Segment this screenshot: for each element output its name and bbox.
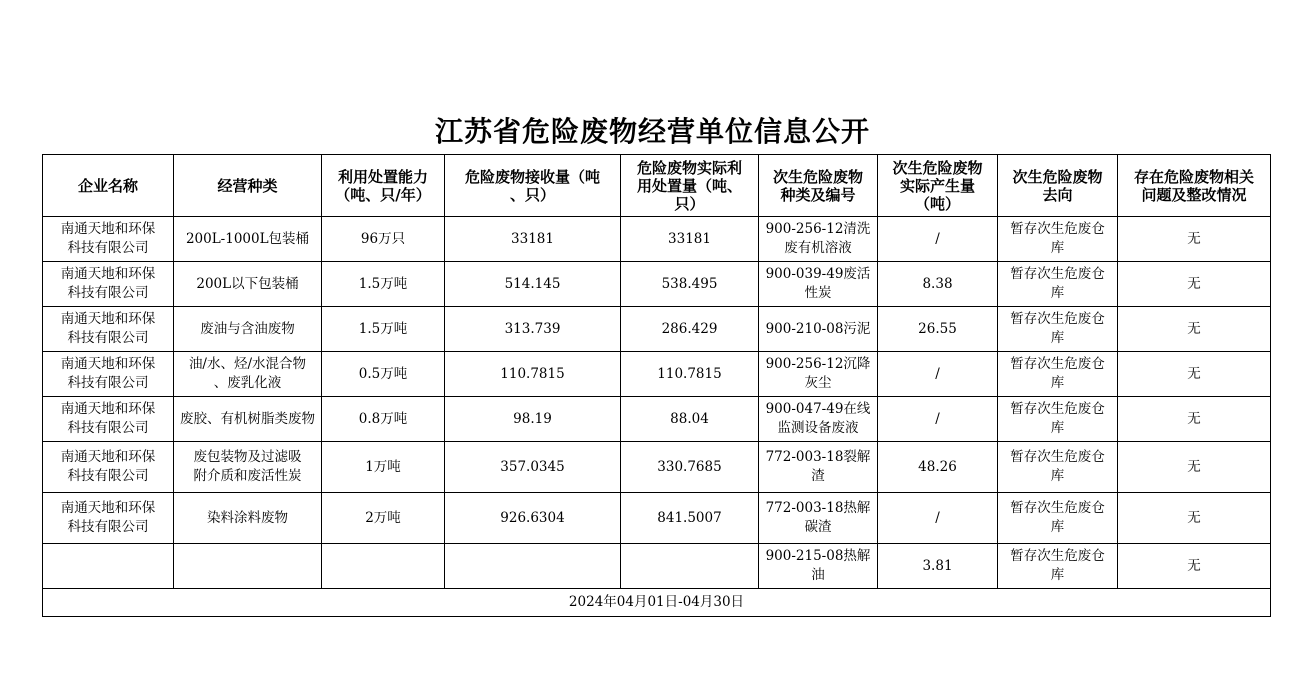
cell-received: 514.145 xyxy=(445,262,621,307)
cell-issues: 无 xyxy=(1118,352,1271,397)
cell-issues: 无 xyxy=(1118,442,1271,493)
cell-destination: 暂存次生危废仓 库 xyxy=(998,307,1118,352)
cell-secondary-amount: 8.38 xyxy=(878,262,998,307)
cell-destination: 暂存次生危废仓 库 xyxy=(998,493,1118,544)
cell-secondary-type: 900-039-49废活 性炭 xyxy=(759,262,878,307)
cell-company: 南通天地和环保 科技有限公司 xyxy=(43,352,174,397)
cell-destination: 暂存次生危废仓 库 xyxy=(998,442,1118,493)
cell-utilized: 538.495 xyxy=(621,262,759,307)
cell-capacity: 1.5万吨 xyxy=(322,307,445,352)
cell-company: 南通天地和环保 科技有限公司 xyxy=(43,262,174,307)
cell-secondary-type: 900-215-08热解 油 xyxy=(759,544,878,589)
page-title: 江苏省危险废物经营单位信息公开 xyxy=(434,115,870,148)
waste-info-table xyxy=(42,154,1271,617)
cell-secondary-amount: / xyxy=(878,397,998,442)
cell-company: 南通天地和环保 科技有限公司 xyxy=(43,442,174,493)
cell-secondary-type: 900-047-49在线 监测设备废液 xyxy=(759,397,878,442)
cell-received: 98.19 xyxy=(445,397,621,442)
cell-utilized: 88.04 xyxy=(621,397,759,442)
cell-utilized: 286.429 xyxy=(621,307,759,352)
cell-received: 33181 xyxy=(445,217,621,262)
cell-secondary-amount: 26.55 xyxy=(878,307,998,352)
cell-utilized: 110.7815 xyxy=(621,352,759,397)
cell-secondary-amount: / xyxy=(878,493,998,544)
cell-category xyxy=(174,544,322,589)
header-destination: 次生危险废物 去向 xyxy=(998,155,1118,217)
header-company: 企业名称 xyxy=(43,155,174,217)
cell-utilized xyxy=(621,544,759,589)
header-received: 危险废物接收量（吨 、只） xyxy=(445,155,621,217)
cell-received: 313.739 xyxy=(445,307,621,352)
cell-received: 357.0345 xyxy=(445,442,621,493)
cell-destination: 暂存次生危废仓 库 xyxy=(998,397,1118,442)
cell-received: 926.6304 xyxy=(445,493,621,544)
cell-issues: 无 xyxy=(1118,262,1271,307)
cell-issues: 无 xyxy=(1118,493,1271,544)
date-range: 2024年04月01日-04月30日 xyxy=(43,589,1271,617)
cell-company xyxy=(43,544,174,589)
cell-received xyxy=(445,544,621,589)
cell-utilized: 33181 xyxy=(621,217,759,262)
cell-category: 废胶、有机树脂类废物 xyxy=(174,397,322,442)
cell-issues: 无 xyxy=(1118,217,1271,262)
cell-category: 200L以下包装桶 xyxy=(174,262,322,307)
cell-destination: 暂存次生危废仓 库 xyxy=(998,544,1118,589)
cell-destination: 暂存次生危废仓 库 xyxy=(998,352,1118,397)
cell-secondary-type: 900-256-12沉降 灰尘 xyxy=(759,352,878,397)
cell-issues: 无 xyxy=(1118,397,1271,442)
cell-destination: 暂存次生危废仓 库 xyxy=(998,217,1118,262)
cell-company: 南通天地和环保 科技有限公司 xyxy=(43,307,174,352)
cell-secondary-type: 900-210-08污泥 xyxy=(759,307,878,352)
cell-category: 染料涂料废物 xyxy=(174,493,322,544)
header-secondary-type: 次生危险废物 种类及编号 xyxy=(759,155,878,217)
cell-company: 南通天地和环保 科技有限公司 xyxy=(43,397,174,442)
table-row xyxy=(43,352,1271,397)
cell-secondary-amount: / xyxy=(878,352,998,397)
header-utilized: 危险废物实际利 用处置量（吨、 只） xyxy=(621,155,759,217)
cell-utilized: 330.7685 xyxy=(621,442,759,493)
footer-row xyxy=(43,589,1271,617)
table-row xyxy=(43,217,1271,262)
header-row xyxy=(43,155,1271,217)
cell-capacity xyxy=(322,544,445,589)
header-secondary-amount: 次生危险废物 实际产生量 （吨） xyxy=(878,155,998,217)
cell-capacity: 0.8万吨 xyxy=(322,397,445,442)
cell-company: 南通天地和环保 科技有限公司 xyxy=(43,217,174,262)
cell-category: 200L-1000L包装桶 xyxy=(174,217,322,262)
cell-utilized: 841.5007 xyxy=(621,493,759,544)
header-capacity: 利用处置能力 （吨、只/年） xyxy=(322,155,445,217)
cell-secondary-amount: 48.26 xyxy=(878,442,998,493)
cell-capacity: 1.5万吨 xyxy=(322,262,445,307)
cell-secondary-type: 772-003-18热解 碳渣 xyxy=(759,493,878,544)
cell-secondary-amount: / xyxy=(878,217,998,262)
table-row xyxy=(43,262,1271,307)
table-row xyxy=(43,493,1271,544)
cell-destination: 暂存次生危废仓 库 xyxy=(998,262,1118,307)
cell-category: 废包装物及过滤吸 附介质和废活性炭 xyxy=(174,442,322,493)
header-category: 经营种类 xyxy=(174,155,322,217)
cell-secondary-type: 900-256-12清洗 废有机溶液 xyxy=(759,217,878,262)
cell-secondary-type: 772-003-18裂解 渣 xyxy=(759,442,878,493)
table-row xyxy=(43,442,1271,493)
cell-capacity: 0.5万吨 xyxy=(322,352,445,397)
table-row xyxy=(43,544,1271,589)
cell-secondary-amount: 3.81 xyxy=(878,544,998,589)
header-issues: 存在危险废物相关 问题及整改情况 xyxy=(1118,155,1271,217)
cell-capacity: 1万吨 xyxy=(322,442,445,493)
cell-category: 废油与含油废物 xyxy=(174,307,322,352)
table-row xyxy=(43,397,1271,442)
table-row xyxy=(43,307,1271,352)
cell-company: 南通天地和环保 科技有限公司 xyxy=(43,493,174,544)
cell-capacity: 96万只 xyxy=(322,217,445,262)
cell-issues: 无 xyxy=(1118,307,1271,352)
cell-category: 油/水、烃/水混合物 、废乳化液 xyxy=(174,352,322,397)
cell-capacity: 2万吨 xyxy=(322,493,445,544)
cell-issues: 无 xyxy=(1118,544,1271,589)
cell-received: 110.7815 xyxy=(445,352,621,397)
